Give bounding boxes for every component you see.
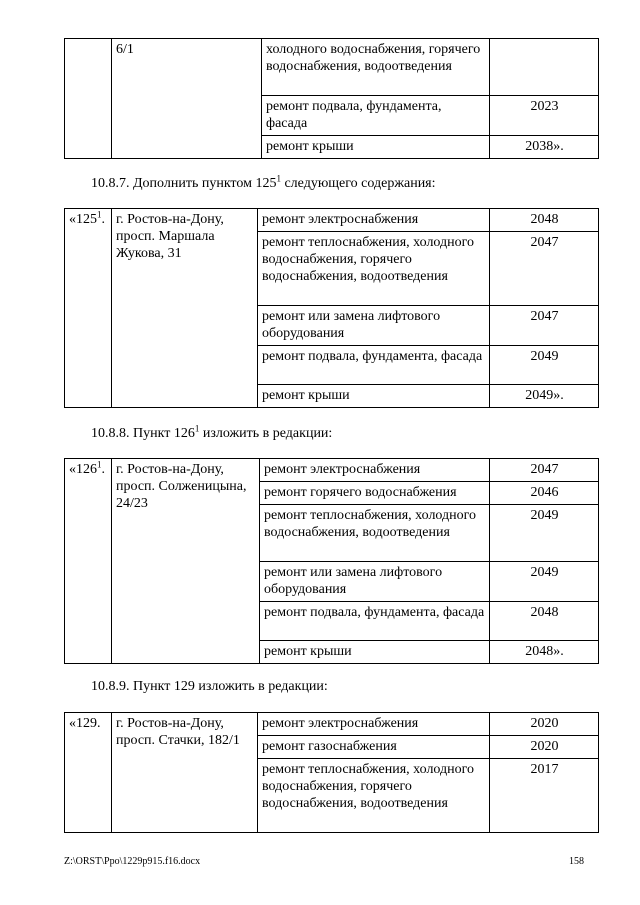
work-cell: ремонт электроснабжения xyxy=(260,459,490,482)
work-cell: ремонт теплоснабжения, холодного водоснабжения, водоотведения xyxy=(260,505,490,562)
work-cell: ремонт теплоснабжения, холодного водоснабжения, горячего водоснабжения, водоотведения xyxy=(258,759,490,833)
table-row xyxy=(65,209,599,232)
work-cell: ремонт подвала, фундамента, фасада xyxy=(262,96,490,136)
table-continuation xyxy=(64,38,599,159)
year-cell: 2038». xyxy=(490,136,599,159)
table-row xyxy=(65,39,599,96)
footer-file-path: Z:\ORST\Ppo\1229p915.f16.docx xyxy=(64,856,201,867)
work-cell: ремонт газоснабжения xyxy=(258,736,490,759)
work-cell: ремонт подвала, фундамента, фасада xyxy=(258,346,490,385)
table-item-125-1 xyxy=(64,208,599,408)
paragraph-10-8-7: 10.8.7. Дополнить пунктом $125^1$ следующего содержания: xyxy=(91,173,436,191)
work-cell: ремонт теплоснабжения, холодного водоснабжения, горячего водоснабжения, водоотведения xyxy=(258,232,490,306)
item-number-cell: «129. xyxy=(65,713,112,833)
address-cell: 6/1 xyxy=(112,39,262,159)
work-cell: ремонт или замена лифтового оборудования xyxy=(260,562,490,602)
table-item-129 xyxy=(64,712,599,833)
year-cell: 2017 xyxy=(490,759,599,833)
work-cell: холодного водоснабжения, горячего водоснабжения, водоотведения xyxy=(262,39,490,96)
year-cell: 2049 xyxy=(490,505,599,562)
table-row xyxy=(65,459,599,482)
address-cell: г. Ростов-на-Дону, просп. Стачки, 182/1 xyxy=(112,713,258,833)
year-cell: 2048 xyxy=(490,602,599,641)
paragraph-10-8-9: 10.8.9. Пункт 129 изложить в редакции: xyxy=(91,679,328,694)
work-cell: ремонт электроснабжения xyxy=(258,713,490,736)
year-cell: 2047 xyxy=(490,459,599,482)
year-cell: 2020 xyxy=(490,736,599,759)
year-cell xyxy=(490,39,599,96)
address-cell: г. Ростов-на-Дону, просп. Маршала Жукова, 31 xyxy=(112,209,258,408)
work-cell: ремонт электроснабжения xyxy=(258,209,490,232)
year-cell: 2049 xyxy=(490,562,599,602)
footer-page-number: 158 xyxy=(569,856,584,867)
year-cell: 2047 xyxy=(490,232,599,306)
work-cell: ремонт крыши xyxy=(262,136,490,159)
item-number-cell: «$125^1$. xyxy=(65,209,112,408)
work-cell: ремонт или замена лифтового оборудования xyxy=(258,306,490,346)
year-cell: 2047 xyxy=(490,306,599,346)
paragraph-10-8-8: 10.8.8. Пункт $126^1$ изложить в редакции: xyxy=(91,423,333,441)
item-number-cell: «$126^1$. xyxy=(65,459,112,664)
work-cell: ремонт крыши xyxy=(258,385,490,408)
work-cell: ремонт горячего водоснабжения xyxy=(260,482,490,505)
year-cell: 2023 xyxy=(490,96,599,136)
year-cell: 2048 xyxy=(490,209,599,232)
item-number-cell xyxy=(65,39,112,159)
year-cell: 2049». xyxy=(490,385,599,408)
address-cell: г. Ростов-на-Дону, просп. Солженицына, 24/23 xyxy=(112,459,260,664)
year-cell: 2048». xyxy=(490,641,599,664)
table-item-126-1 xyxy=(64,458,599,664)
year-cell: 2049 xyxy=(490,346,599,385)
work-cell: ремонт крыши xyxy=(260,641,490,664)
year-cell: 2020 xyxy=(490,713,599,736)
year-cell: 2046 xyxy=(490,482,599,505)
table-row xyxy=(65,713,599,736)
work-cell: ремонт подвала, фундамента, фасада xyxy=(260,602,490,641)
